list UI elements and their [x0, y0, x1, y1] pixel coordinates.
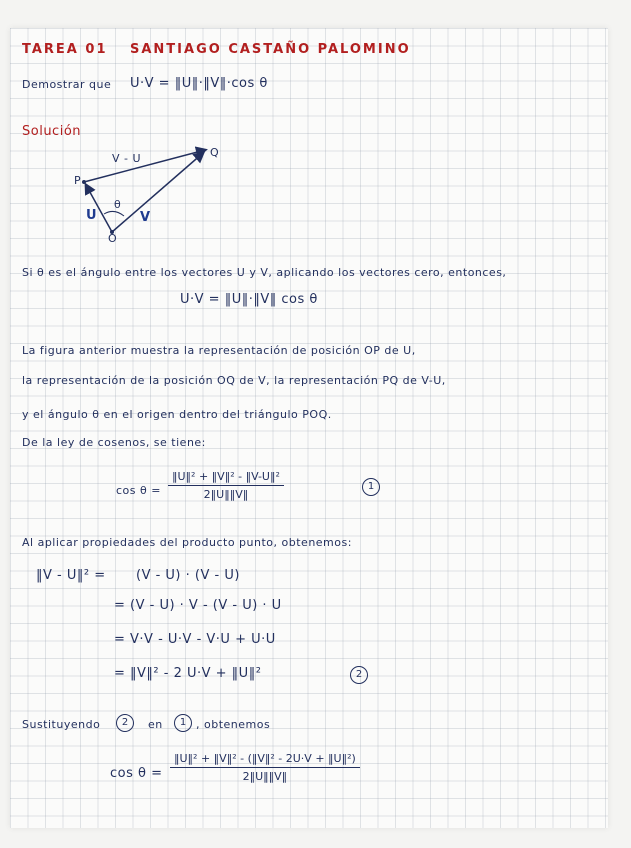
label-u: U	[86, 208, 98, 223]
text-line-4: y el ángulo θ en el origen dentro del triángulo POQ.	[22, 408, 332, 421]
solution-label: Solución	[22, 124, 82, 139]
label-v: V	[140, 210, 151, 225]
text-line-7-prefix: Sustituyendo	[22, 718, 101, 731]
eq1-lhs: ‖V - U‖² =	[36, 568, 106, 583]
reference-2: 2	[350, 666, 368, 684]
reference-2-inline: 2	[116, 714, 134, 732]
cos-lhs: cos θ =	[116, 484, 161, 497]
text-line-1: Si θ es el ángulo entre los vectores U y V, aplicando los vectores cero, entonces,	[22, 266, 507, 279]
reference-1: 1	[362, 478, 380, 496]
vector-pq-line	[84, 150, 205, 182]
final-fraction	[170, 752, 360, 783]
final-denominator: 2‖U‖‖V‖	[242, 770, 288, 783]
statement-formula: U·V = ‖U‖·‖V‖·cos θ	[130, 76, 268, 91]
cos-denominator: 2‖U‖‖V‖	[203, 488, 249, 501]
text-line-7-mid: en	[148, 718, 163, 731]
angle-arc	[104, 211, 124, 216]
eq4: = ‖V‖² - 2 U·V + ‖U‖²	[114, 666, 262, 681]
statement-prefix: Demostrar que	[22, 78, 112, 91]
point-p-dot	[82, 180, 86, 184]
label-p: P	[74, 174, 82, 187]
text-line-6: Al aplicar propiedades del producto punto, obtenemos:	[22, 536, 352, 549]
formula-1: U·V = ‖U‖·‖V‖ cos θ	[180, 292, 318, 307]
task-title: TAREA 01	[22, 42, 108, 57]
cos-fraction	[168, 470, 284, 501]
cos-numerator: ‖U‖² + ‖V‖² - ‖V-U‖²	[168, 470, 284, 486]
author-name: SANTIAGO CASTAÑO PALOMINO	[130, 42, 411, 57]
eq2: = (V - U) · V - (V - U) · U	[114, 598, 282, 613]
text-line-7-suffix: , obtenemos	[196, 718, 271, 731]
label-q: Q	[210, 146, 220, 159]
label-o: O	[108, 232, 118, 245]
text-line-2: La figura anterior muestra la representación de posición OP de U,	[22, 344, 416, 357]
reference-1-inline: 1	[174, 714, 192, 732]
label-theta: θ	[114, 198, 122, 211]
text-line-5: De la ley de cosenos, se tiene:	[22, 436, 206, 449]
text-line-3: la representación de la posición OQ de V, la representación PQ de V-U,	[22, 374, 446, 387]
final-lhs: cos θ =	[110, 766, 163, 781]
label-v-minus-u: V - U	[112, 152, 142, 165]
final-numerator: ‖U‖² + ‖V‖² - (‖V‖² - 2U·V + ‖U‖²)	[170, 752, 360, 768]
eq1-rhs: (V - U) · (V - U)	[136, 568, 240, 583]
eq3: = V·V - U·V - V·U + U·U	[114, 632, 276, 647]
